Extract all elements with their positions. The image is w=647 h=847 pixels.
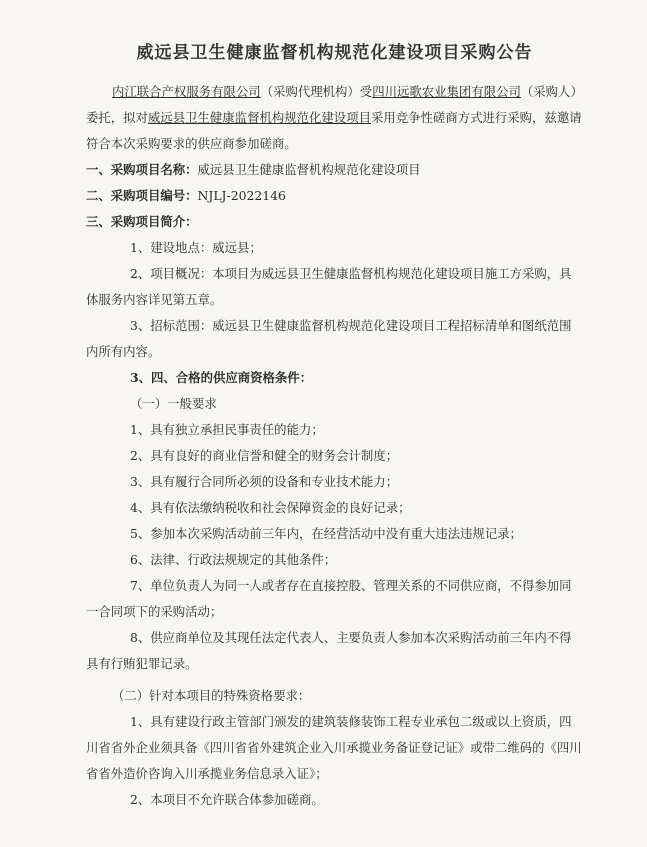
general-item: 3、具有履行合同所必须的设备和专业技术能力； xyxy=(130,474,399,489)
agency-name: 内江联合产权服务有限公司 xyxy=(112,84,261,99)
section-2-label: 二、采购项目编号： xyxy=(86,188,198,203)
section-1-label: 一、采购项目名称： xyxy=(86,162,198,177)
intro-rest: 采用竞争性磋商方式进行采购，兹邀请符合本次采购要求的供应商参加磋商。 xyxy=(86,110,582,151)
general-item: 6、法律、行政法规规定的其他条件； xyxy=(130,552,337,567)
purchaser-name: 四川远歌农业集团有限公司 xyxy=(372,84,521,99)
general-item: 2、具有良好的商业信誉和健全的财务会计制度； xyxy=(130,448,399,463)
project-name: 威远县卫生健康监督机构规范化建设项目 xyxy=(147,110,371,125)
special-item: 2、本项目不允许联合体参加磋商。 xyxy=(130,792,324,807)
section-2-value: NJLJ-2022146 xyxy=(197,188,286,203)
document-title: 威远县卫生健康监督机构规范化建设项目采购公告 xyxy=(136,43,533,63)
intro-item: 2、项目概况：本项目为威远县卫生健康监督机构规范化建设项目施工方采购，具体服务内容详见第五章。 xyxy=(86,266,572,307)
section-1 xyxy=(86,157,583,183)
general-item: 1、具有独立承担民事责任的能力； xyxy=(130,422,324,437)
section-2 xyxy=(86,183,583,209)
special-requirements-label: （二）针对本项目的特殊资格要求： xyxy=(112,688,311,703)
general-item: 8、供应商单位及其现任法定代表人、主要负责人参加本次采购活动前三年内不得具有行贿犯罪记录。 xyxy=(86,630,572,671)
general-item: 4、具有依法缴纳税收和社会保障资金的良好记录； xyxy=(130,500,411,515)
section-1-value: 威远县卫生健康监督机构规范化建设项目 xyxy=(197,162,421,177)
intro-item: 3、招标范围：威远县卫生健康监督机构规范化建设项目工程招标清单和图纸范围内所有内容。 xyxy=(86,318,572,359)
section-4-label: 3、四、合格的供应商资格条件： xyxy=(130,370,313,385)
general-requirements-label: （一）一般要求 xyxy=(130,396,217,411)
intro-paragraph xyxy=(86,79,583,157)
intro-item: 1、建设地点：威远县； xyxy=(130,240,262,255)
agency-role: （采购代理机构）受 xyxy=(260,84,373,99)
purchaser-role: （采购人）委托，拟对 xyxy=(86,84,583,125)
special-item: 1、具有建设行政主管部门颁发的建筑装修装饰工程专业承包二级或以上资质，四川省省外企业须具备《四川省省外建筑企业入川承揽业务备证登记证》或带二维码的《四川省省外造价咨询入川承揽业务信息录入证》； xyxy=(86,714,582,781)
section-3-label: 三、采购项目简介： xyxy=(86,214,198,229)
general-item: 7、单位负责人为同一人或者存在直接控股、管理关系的不同供应商，不得参加同一合同项下的采购活动； xyxy=(86,578,572,619)
general-item: 5、参加本次采购活动前三年内，在经营活动中没有重大违法违规记录； xyxy=(130,526,522,541)
